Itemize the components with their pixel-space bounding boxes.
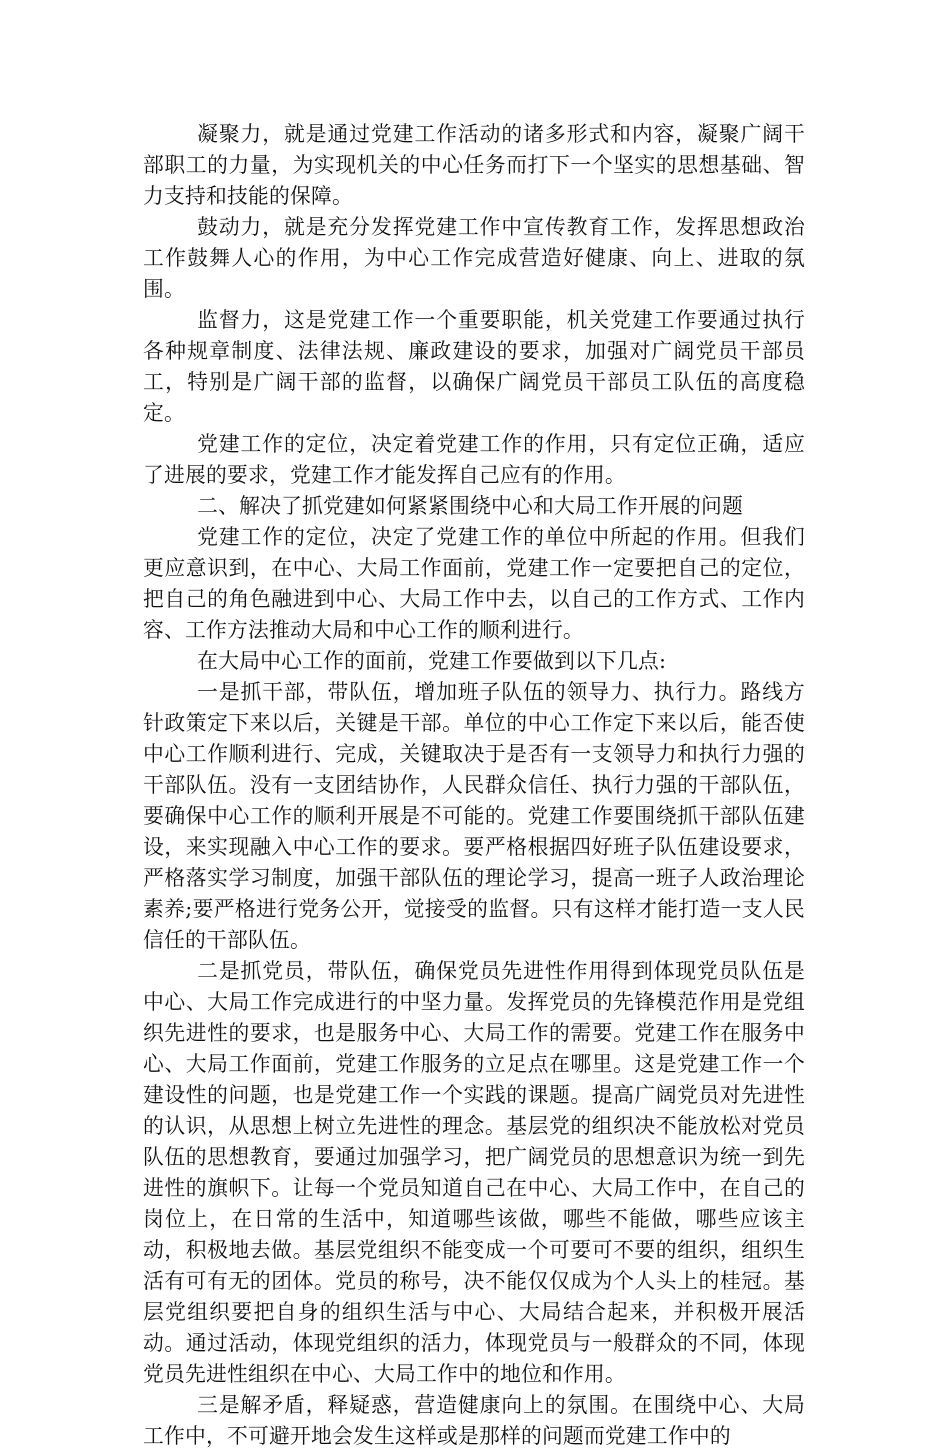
paragraph-point-1: 一是抓干部，带队伍，增加班子队伍的领导力、执行力。路线方针政策定下来以后，关键是干部。单位的中心工作定下来以后，能否使中心工作顺利进行、完成，关键取决于是否有一支领导力和执行力强的干部队伍。没有一支团结协作，人民群众信任、执行力强的干部队伍，要确保中心工作的顺利开展是不可能的。党建工作要围绕抓干部队伍建设，来实现融入中心工作的要求。要严格根据四好班子队伍建设要求，严格落实学习制度，加强干部队伍的理论学习，提高一班子人政治理论素养;要严格进行党务公开，觉接受的监督。只有这样才能打造一支人民信任的干部队伍。 (143, 680, 805, 952)
document-body (143, 119, 805, 1452)
paragraph-cohesion: 凝聚力，就是通过党建工作活动的诸多形式和内容，凝聚广阔干部职工的力量，为实现机关的中心任务而打下一个坚实的思想基础、智力支持和技能的保障。 (143, 122, 805, 208)
paragraph-point-2: 二是抓党员，带队伍，确保党员先进性作用得到体现党员队伍是中心、大局工作完成进行的中坚力量。发挥党员的先锋模范作用是党组织先进性的要求，也是服务中心、大局工作的需要。党建工作在服务中心、大局工作面前，党建工作服务的立足点在哪里。这是党建工作一个建设性的问题，也是党建工作一个实践的课题。提高广阔党员对先进性的认识，从思想上树立先进性的理念。基层党的组织决不能放松对党员队伍的思想教育，要通过加强学习，把广阔党员的思想意识为统一到先进性的旗帜下。让每一个党员知道自己在中心、大局工作中，在自己的岗位上，在日常的生活中，知道哪些该做，哪些不能做，哪些应该主动，积极地去做。基层党组织不能变成一个可要可不要的组织，组织生活有可有无的团体。党员的称号，决不能仅仅成为个人头上的桂冠。基层党组织要把自身的组织生活与中心、大局结合起来，并积极开展活动。通过活动，体现党组织的活力，体现党员与一般群众的不同，体现党员先进性组织在中心、大局工作中的地位和作用。 (143, 959, 805, 1386)
paragraph-point-3: 三是解矛盾，释疑惑，营造健康向上的氛围。在围绕中心、大局工作中，不可避开地会发生这样或是那样的问题而党建工作中的 (143, 1393, 805, 1448)
paragraph-role: 党建工作的定位，决定了党建工作的单位中所起的作用。但我们更应意识到，在中心、大局工作面前，党建工作一定要把自己的定位，把自己的角色融进到中心、大局工作中去，以自己的工作方式、工作内容、工作方法推动大局和中心工作的顺利进行。 (143, 525, 805, 642)
section-heading-2: 二、解决了抓党建如何紧紧围绕中心和大局工作开展的问题 (197, 494, 743, 518)
paragraph-supervision: 监督力，这是党建工作一个重要职能，机关党建工作要通过执行各种规章制度、法律法规、廉政建设的要求，加强对广阔党员干部员工，特别是广阔干部的监督，以确保广阔党员干部员工队伍的高度稳定。 (143, 308, 805, 425)
paragraph-motivation: 鼓动力，就是充分发挥党建工作中宣传教育工作，发挥思想政治工作鼓舞人心的作用，为中心工作完成营造好健康、向上、进取的氛围。 (143, 215, 805, 301)
paragraph-positioning: 党建工作的定位，决定着党建工作的作用，只有定位正确，适应了进展的要求，党建工作才能发挥自己应有的作用。 (143, 432, 805, 487)
paragraph-points-intro: 在大局中心工作的面前，党建工作要做到以下几点: (197, 649, 667, 673)
